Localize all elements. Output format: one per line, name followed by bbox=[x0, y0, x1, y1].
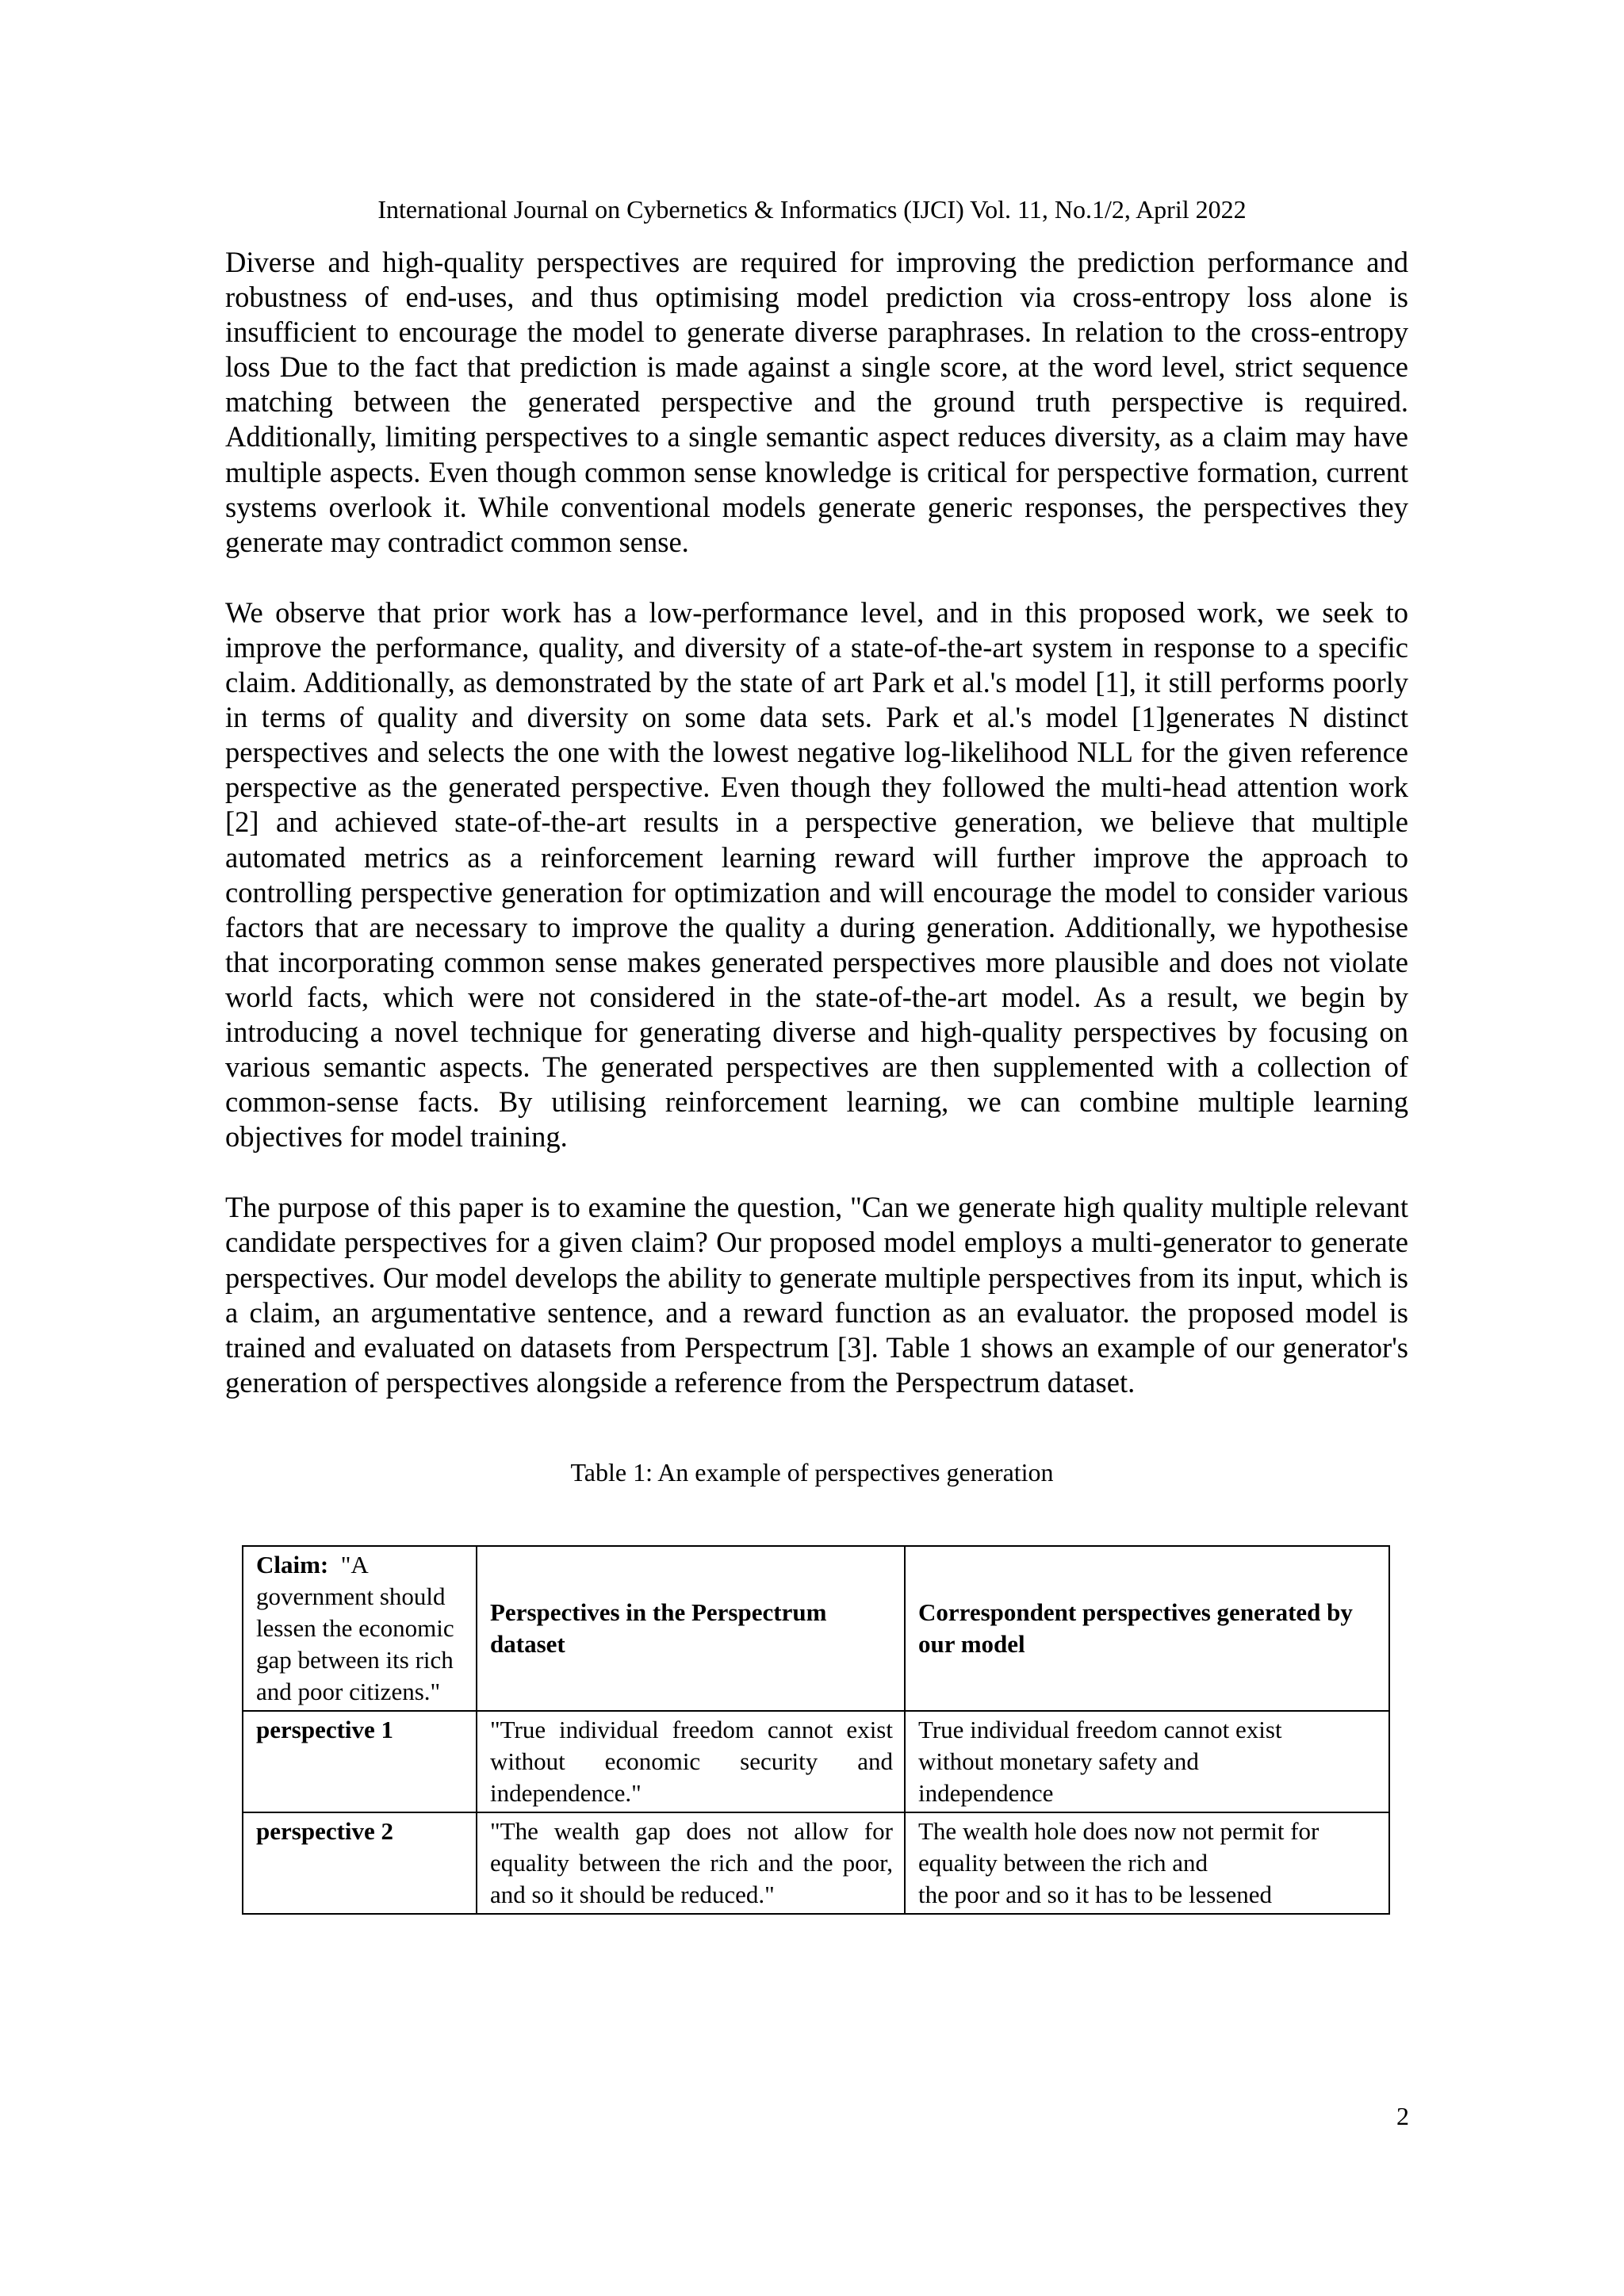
claim-text: "A government should lessen the economic gap between its rich and poor citizens." bbox=[256, 1551, 454, 1705]
header-generated: Correspondent perspectives generated by our model bbox=[918, 1598, 1353, 1658]
row-label-cell bbox=[243, 1812, 477, 1914]
claim-cell bbox=[243, 1546, 477, 1711]
page-number: 2 bbox=[1396, 2102, 1409, 2130]
claim-label: Claim: bbox=[256, 1551, 329, 1578]
generated-line: True individual freedom cannot exist bbox=[918, 1716, 1282, 1743]
paragraph-2: We observe that prior work has a low-performance level, and in this proposed work, we seek to improve the performance, quality, and diversity of a state-of-the-art system in response to a specific claim. Additionally, as demonstrated by the state of art Park et al.'s model [1], it still performs poorly in terms of quality and diversity on some data sets. Park et al.'s model [1]generates N distinct perspectives and selects the one with the lowest negative log-likelihood NLL for the given reference perspective as the generated perspective. Even though they followed the multi-head attention work [2] and achieved state-of-the-art results in a perspective generation, we believe that multiple automated metrics as a reinforcement learning reward will further improve the approach to controlling perspective generation for optimization and will encourage the model to consider various factors that are necessary to improve the quality a during generation. Additionally, we hypothesise that incorporating common sense makes generated perspectives more plausible and does not violate world facts, which were not considered in the state-of-the-art model. As a result, we begin by introducing a novel technique for generating diverse and high-quality perspectives by focusing on various semantic aspects. The generated perspectives are then supplemented with a collection of common-sense facts. By utilising reinforcement learning, we can combine multiple learning objectives for model training. bbox=[225, 595, 1408, 1154]
row-label: perspective 2 bbox=[256, 1817, 394, 1845]
dataset-perspective-cell: "True individual freedom cannot exist without economic security and independence." bbox=[477, 1711, 905, 1812]
generated-line: the poor and so it has to be lessened bbox=[918, 1881, 1272, 1908]
row-label: perspective 1 bbox=[256, 1716, 394, 1743]
generated-perspective-cell bbox=[905, 1812, 1389, 1914]
body-text bbox=[225, 245, 1408, 1400]
paragraph-1: Diverse and high-quality perspectives are required for improving the prediction performance and robustness of end-uses, and thus optimising model prediction via cross-entropy loss alone is insufficient to encourage the model to generate diverse paraphrases. In relation to the cross-entropy loss Due to the fact that prediction is made against a single score, at the word level, strict sequence matching between the generated perspective and the ground truth perspective is required. Additionally, limiting perspectives to a single semantic aspect reduces diversity, as a claim may have multiple aspects. Even though common sense knowledge is critical for perspective formation, current systems overlook it. While conventional models generate generic responses, the perspectives they generate may contradict common sense. bbox=[225, 246, 1408, 558]
table-caption: Table 1: An example of perspectives generation bbox=[570, 1458, 1054, 1487]
generated-perspective-cell bbox=[905, 1711, 1389, 1812]
header-generated-cell bbox=[905, 1546, 1389, 1711]
generated-line: without monetary safety and bbox=[918, 1747, 1199, 1775]
running-header: International Journal on Cybernetics & Informatics (IJCI) Vol. 11, No.1/2, April 2022 bbox=[377, 195, 1247, 224]
table-row bbox=[243, 1711, 1389, 1812]
table-row bbox=[243, 1812, 1389, 1914]
generated-line: The wealth hole does now not permit for bbox=[918, 1817, 1320, 1845]
dataset-perspective-cell: "The wealth gap does not allow for equality between the rich and the poor, and so it should be reduced." bbox=[477, 1812, 905, 1914]
header-dataset-cell bbox=[477, 1546, 905, 1711]
header-dataset: Perspectives in the Perspectrum dataset bbox=[490, 1598, 827, 1658]
paragraph-3: The purpose of this paper is to examine the question, "Can we generate high quality multiple relevant candidate perspectives for a given claim? Our proposed model employs a multi-generator to generate perspectives. Our model develops the ability to generate multiple perspectives from its input, which is a claim, an argumentative sentence, and a reward function as an evaluator. the proposed model is trained and evaluated on datasets from Perspectrum [3]. Table 1 shows an example of our generator's generation of perspectives alongside a reference from the Perspectrum dataset. bbox=[225, 1191, 1408, 1399]
row-label-cell bbox=[243, 1711, 477, 1812]
table-header-row bbox=[243, 1546, 1389, 1711]
generated-line: equality between the rich and bbox=[918, 1849, 1208, 1877]
generated-line: independence bbox=[918, 1779, 1054, 1807]
perspectives-table bbox=[242, 1545, 1390, 1915]
